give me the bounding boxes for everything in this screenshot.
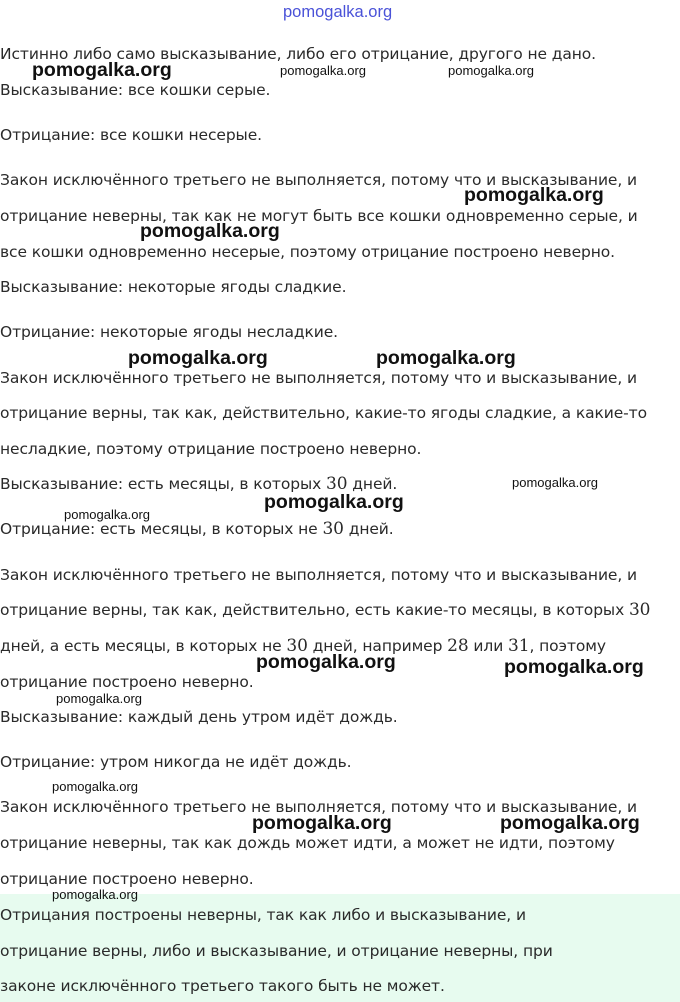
explanation-1-line: все кошки одновременно несерые, поэтому отрицание построено неверно. <box>0 243 616 261</box>
watermark: pomogalka.org <box>512 475 598 490</box>
summary-line: Отрицания построены неверны, так как либо и высказывание, и <box>0 906 526 924</box>
watermark: pomogalka.org <box>376 347 516 369</box>
explanation-4-line: Закон исключённого третьего не выполняется, потому что и высказывание, и <box>0 798 637 816</box>
statement-1: Высказывание: все кошки серые. <box>0 81 271 99</box>
watermark: pomogalka.org <box>64 507 150 522</box>
explanation-3-line: дней, а есть месяцы, в которых не 30 дней, например 28 или 31, поэтому <box>0 636 606 656</box>
explanation-4-line: отрицание построено неверно. <box>0 870 254 888</box>
explanation-3-line: отрицание верны, так как, действительно, есть какие-то месяцы, в которых 30 <box>0 600 651 620</box>
watermark: pomogalka.org <box>52 887 138 902</box>
watermark: pomogalka.org <box>280 63 366 78</box>
watermark: pomogalka.org <box>56 691 142 706</box>
watermark: pomogalka.org <box>448 63 534 78</box>
statement-4: Высказывание: каждый день утром идёт дождь. <box>0 708 398 726</box>
watermark: pomogalka.org <box>128 347 268 369</box>
negation-4: Отрицание: утром никогда не идёт дождь. <box>0 753 352 771</box>
site-link[interactable]: pomogalka.org <box>283 3 393 21</box>
explanation-2-line: отрицание верны, так как, действительно, какие-то ягоды сладкие, а какие-то <box>0 404 647 422</box>
explanation-1-line: отрицание неверны, так как не могут быть все кошки одновременно серые, и <box>0 207 638 225</box>
explanation-1-line: Закон исключённого третьего не выполняется, потому что и высказывание, и <box>0 171 637 189</box>
statement-3: Высказывание: есть месяцы, в которых 30 дней. <box>0 474 398 494</box>
watermark: pomogalka.org <box>464 184 604 206</box>
negation-3: Отрицание: есть месяцы, в которых не 30 дней. <box>0 519 394 539</box>
watermark: pomogalka.org <box>32 59 172 81</box>
watermark: pomogalka.org <box>140 220 280 242</box>
intro-text: Истинно либо само высказывание, либо его отрицание, другого не дано. <box>0 45 597 63</box>
summary-line: законе исключённого третьего такого быть не может. <box>0 977 445 995</box>
watermark: pomogalka.org <box>52 779 138 794</box>
negation-1: Отрицание: все кошки несерые. <box>0 126 262 144</box>
summary-line: отрицание верны, либо и высказывание, и отрицание неверны, при <box>0 942 553 960</box>
watermark: pomogalka.org <box>252 812 392 834</box>
watermark: pomogalka.org <box>256 651 396 673</box>
explanation-3-line: отрицание построено неверно. <box>0 673 254 691</box>
statement-2: Высказывание: некоторые ягоды сладкие. <box>0 278 347 296</box>
explanation-3-line: Закон исключённого третьего не выполняется, потому что и высказывание, и <box>0 566 637 584</box>
summary-box <box>0 894 680 1002</box>
explanation-2-line: Закон исключённого третьего не выполняется, потому что и высказывание, и <box>0 369 637 387</box>
explanation-4-line: отрицание неверны, так как дождь может идти, а может не идти, поэтому <box>0 834 615 852</box>
watermark: pomogalka.org <box>264 491 404 513</box>
watermark: pomogalka.org <box>500 812 640 834</box>
watermark: pomogalka.org <box>504 656 644 678</box>
negation-2: Отрицание: некоторые ягоды несладкие. <box>0 323 338 341</box>
explanation-2-line: несладкие, поэтому отрицание построено неверно. <box>0 440 422 458</box>
